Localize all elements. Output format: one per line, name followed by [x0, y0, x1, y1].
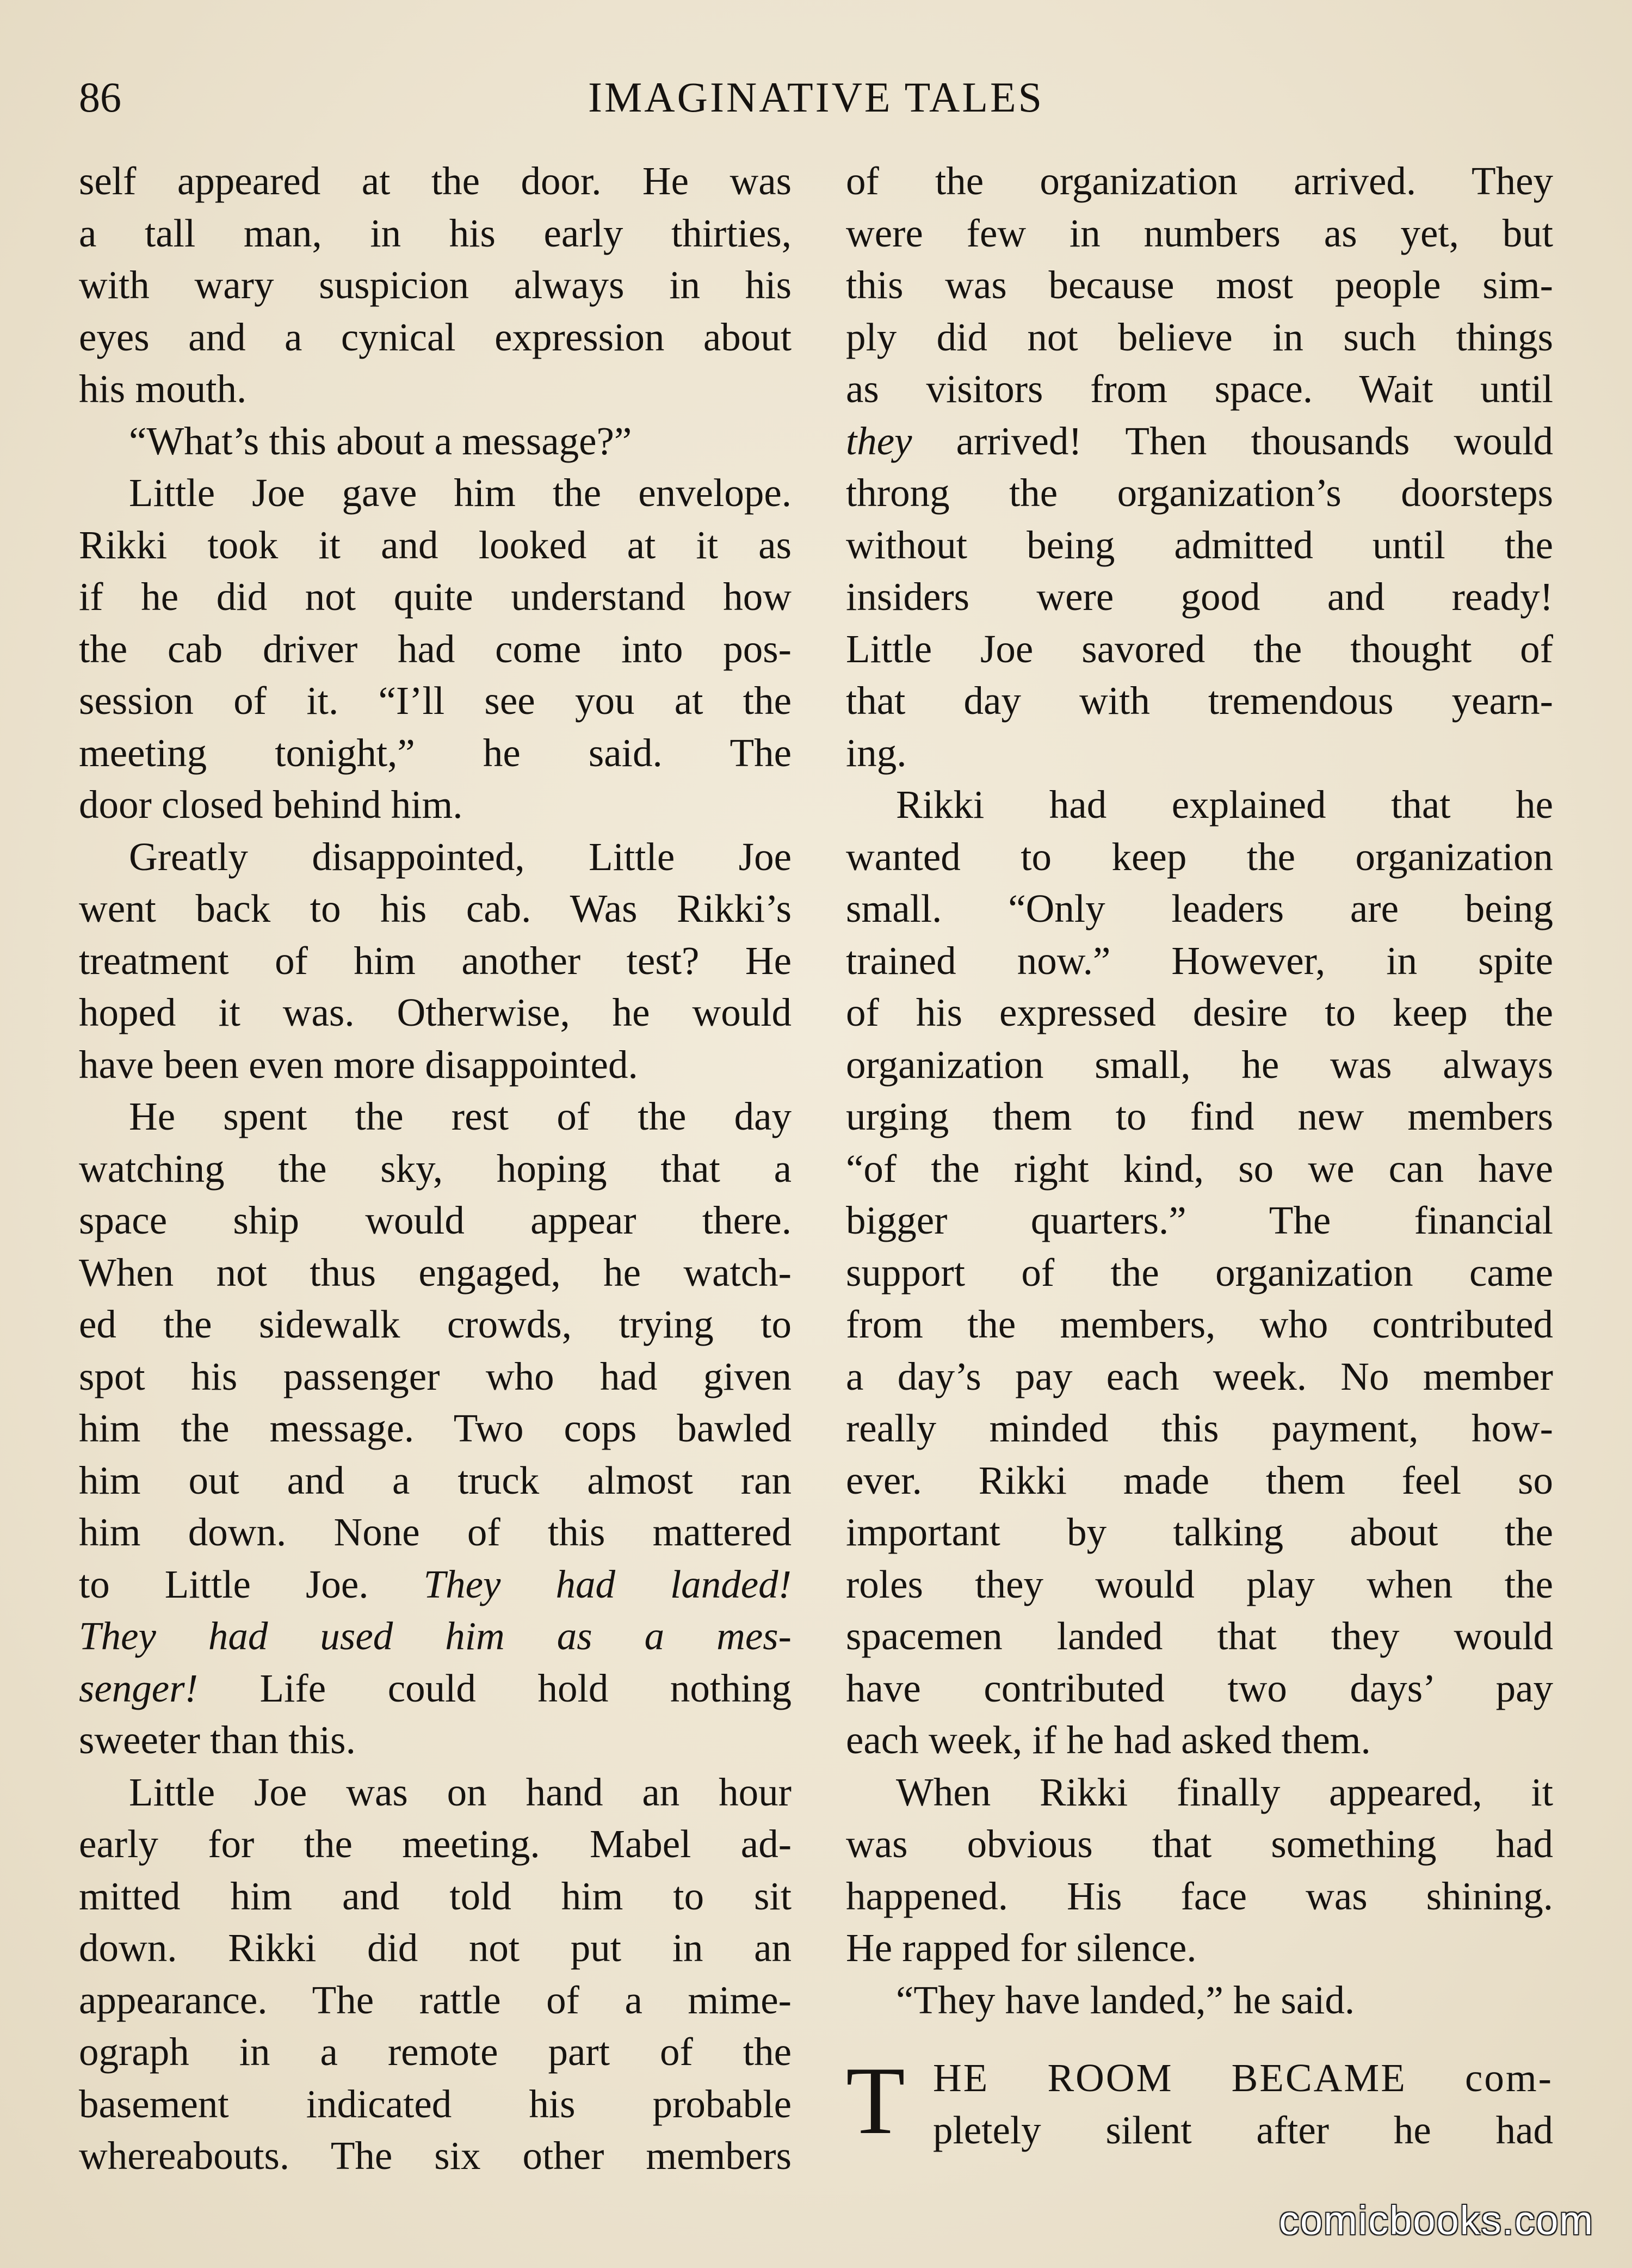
text-line: each week, if he had asked them.: [846, 1718, 1371, 1762]
text-line: ing.: [846, 730, 907, 775]
text-line: He spent the rest of the day: [129, 1094, 792, 1138]
text-line: When Rikki finally appeared, it: [896, 1770, 1553, 1814]
text-line: roles they would play when the: [846, 1562, 1553, 1606]
text-line: “of the right kind, so we can have: [846, 1146, 1553, 1191]
text-line: a day’s pay each week. No member: [846, 1354, 1553, 1398]
text-line: important by talking about the: [846, 1510, 1553, 1554]
right-text-column: [846, 155, 1553, 2156]
text-line: Greatly disappointed, Little Joe: [129, 834, 792, 879]
text-line: bigger quarters.” The financial: [846, 1198, 1553, 1242]
text-line: insiders were good and ready!: [846, 575, 1553, 619]
watermark-logo: comicbooks.com: [1278, 2198, 1594, 2243]
text-line: self appeared at the door. He was: [79, 159, 792, 203]
text-line: to Little Joe. They had landed!: [79, 1562, 792, 1606]
text-line: space ship would appear there.: [79, 1198, 792, 1242]
text-line: small. “Only leaders are being: [846, 886, 1553, 930]
text-line: really minded this payment, how-: [846, 1406, 1553, 1450]
text-line: as visitors from space. Wait until: [846, 367, 1553, 411]
text-line: him out and a truck almost ran: [79, 1458, 792, 1502]
text-line: him down. None of this mattered: [79, 1510, 792, 1554]
text-line: trained now.” However, in spite: [846, 938, 1553, 983]
text-line: from the members, who contributed: [846, 1302, 1553, 1346]
text-line: down. Rikki did not put in an: [79, 1926, 792, 1970]
text-line: When not thus engaged, he watch-: [79, 1250, 792, 1295]
text-line: whereabouts. The six other members: [79, 2134, 792, 2178]
text-line: of his expressed desire to keep the: [846, 990, 1553, 1034]
text-line: Little Joe was on hand an hour: [129, 1770, 792, 1814]
text-line: Rikki took it and looked at it as: [79, 522, 792, 567]
text-line: ograph in a remote part of the: [79, 2030, 792, 2074]
text-line: happened. His face was shining.: [846, 1873, 1553, 1918]
text-line: was obvious that something had: [846, 1822, 1553, 1866]
text-line: his mouth.: [79, 367, 247, 411]
right-column-body: [846, 155, 1553, 2026]
running-title: IMAGINATIVE TALES: [588, 73, 1044, 121]
text-line: the cab driver had come into pos-: [79, 626, 792, 671]
text-line: if he did not quite understand how: [79, 575, 792, 619]
page-number: 86: [79, 73, 121, 121]
section-opening-line-1: HE ROOM BECAME com-: [933, 2056, 1553, 2100]
section-opening: [846, 2047, 1553, 2156]
text-line: went back to his cab. Was Rikki’s: [79, 886, 792, 930]
text-line: “They have landed,” he said.: [896, 1977, 1355, 2022]
text-line: ed the sidewalk crowds, trying to: [79, 1302, 792, 1346]
text-line: wanted to keep the organization: [846, 834, 1553, 879]
text-line: that day with tremendous yearn-: [846, 679, 1553, 723]
text-line: session of it. “I’ll see you at the: [79, 679, 792, 723]
text-line: support of the organization came: [846, 1250, 1553, 1295]
text-line: meeting tonight,” he said. The: [79, 730, 792, 775]
text-line: spot his passenger who had given: [79, 1354, 792, 1398]
text-line: organization small, he was always: [846, 1042, 1553, 1087]
text-line: He rapped for silence.: [846, 1926, 1197, 1970]
text-line: with wary suspicion always in his: [79, 263, 792, 307]
text-line: hoped it was. Otherwise, he would: [79, 990, 792, 1034]
text-line: early for the meeting. Mabel ad-: [79, 1822, 792, 1866]
text-line: sweeter than this.: [79, 1718, 356, 1762]
text-line: senger! Life could hold nothing: [79, 1666, 792, 1710]
text-line: him the message. Two cops bawled: [79, 1406, 792, 1450]
text-line: mitted him and told him to sit: [79, 1873, 792, 1918]
section-opening-line-2: pletely silent after he had: [933, 2107, 1553, 2152]
text-line: They had used him as a mes-: [79, 1614, 792, 1658]
drop-cap: T: [846, 2047, 905, 2154]
left-text-column: [79, 155, 792, 2182]
text-line: without being admitted until the: [846, 522, 1553, 567]
text-line: a tall man, in his early thirties,: [79, 211, 792, 255]
text-line: eyes and a cynical expression about: [79, 315, 792, 359]
text-line: this was because most people sim-: [846, 263, 1553, 307]
text-line: they arrived! Then thousands would: [846, 418, 1553, 463]
text-line: “What’s this about a message?”: [129, 418, 632, 463]
text-line: have been even more disappointed.: [79, 1042, 638, 1087]
text-line: treatment of him another test? He: [79, 938, 792, 983]
text-line: Rikki had explained that he: [896, 782, 1553, 827]
text-line: Little Joe gave him the envelope.: [129, 471, 792, 515]
text-line: urging them to find new members: [846, 1094, 1553, 1138]
text-line: spacemen landed that they would: [846, 1614, 1553, 1658]
text-line: ever. Rikki made them feel so: [846, 1458, 1553, 1502]
text-line: were few in numbers as yet, but: [846, 211, 1553, 255]
text-line: of the organization arrived. They: [846, 159, 1553, 203]
text-line: watching the sky, hoping that a: [79, 1146, 792, 1191]
text-line: Little Joe savored the thought of: [846, 626, 1553, 671]
text-line: basement indicated his probable: [79, 2081, 792, 2126]
text-line: door closed behind him.: [79, 782, 463, 827]
text-line: appearance. The rattle of a mime-: [79, 1977, 792, 2022]
text-line: have contributed two days’ pay: [846, 1666, 1553, 1710]
text-line: ply did not believe in such things: [846, 315, 1553, 359]
text-line: throng the organization’s doorsteps: [846, 471, 1553, 515]
section-break: [846, 2026, 1553, 2052]
